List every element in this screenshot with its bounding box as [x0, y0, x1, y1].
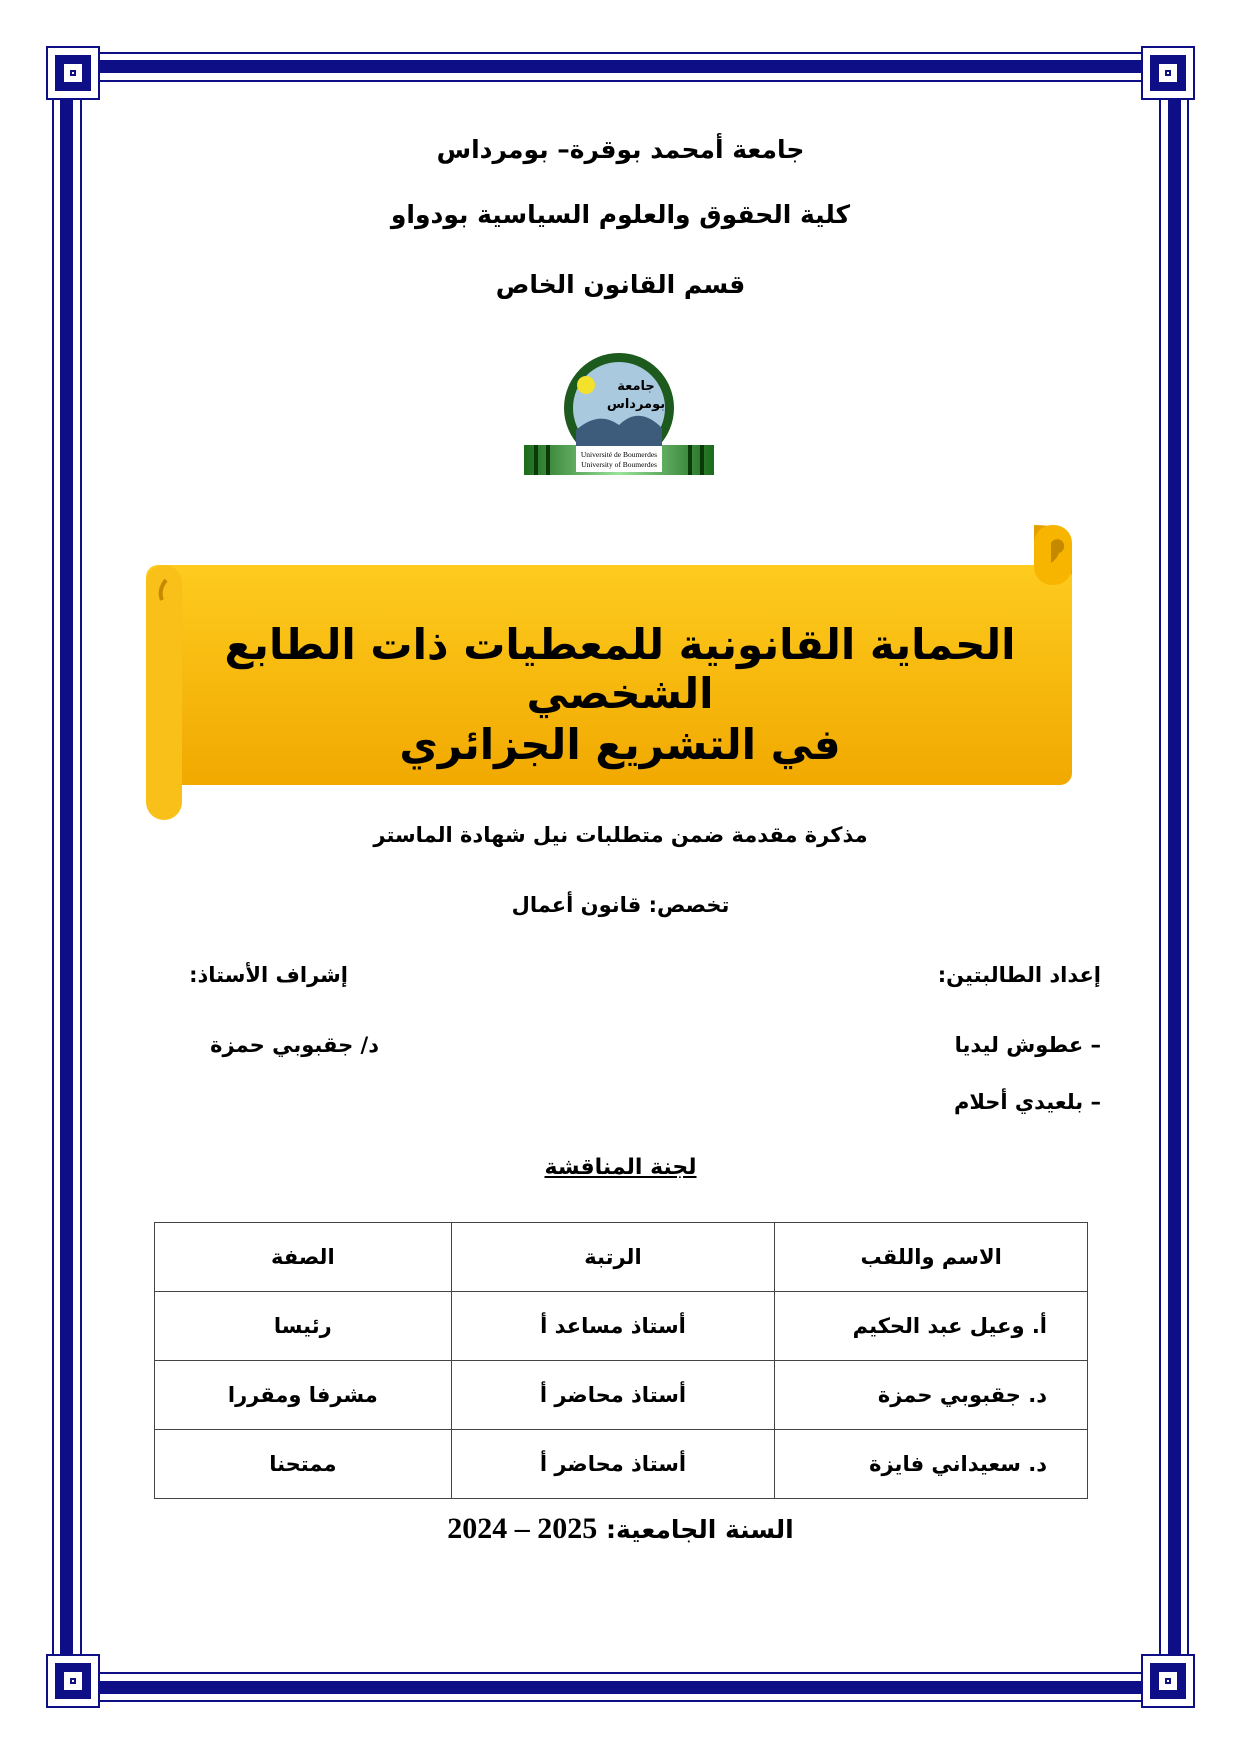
member-rank: أستاذ محاضر أ	[451, 1361, 775, 1430]
column-header: الصفة	[155, 1223, 452, 1292]
university-logo	[524, 350, 714, 485]
member-name: أ. وعيل عبد الحكيم	[775, 1292, 1088, 1361]
member-rank: أستاذ مساعد أ	[451, 1292, 775, 1361]
table-row	[155, 1430, 1088, 1499]
thesis-title-line2: في التشريع الجزائري	[399, 720, 841, 769]
logo-arabic-line1: جامعة	[617, 379, 655, 394]
supervisor-label: إشراف الأستاذ:	[189, 963, 348, 987]
logo-english-name: University of Boumerdes	[581, 460, 657, 469]
university-name: جامعة أمحمد بوقرة– بومرداس	[436, 135, 805, 164]
supervisor-name: د/ جقبوبي حمزة	[210, 1033, 379, 1057]
column-header: الاسم واللقب	[775, 1223, 1088, 1292]
committee-heading	[0, 1155, 1241, 1180]
logo-french-name: Université de Boumerdes	[580, 450, 658, 459]
academic-year	[0, 1512, 1241, 1546]
jury-table	[154, 1222, 1088, 1499]
table-row	[155, 1361, 1088, 1430]
specialty: تخصص: قانون أعمال	[511, 893, 730, 917]
member-role: مشرفا ومقررا	[155, 1361, 452, 1430]
member-name: د. جقبوبي حمزة	[775, 1361, 1088, 1430]
academic-year-value: 2024 – 2025	[447, 1512, 598, 1545]
thesis-title-line1: الحماية القانونية للمعطيات ذات الطابع الشخصي	[224, 620, 1016, 718]
member-rank: أستاذ محاضر أ	[451, 1430, 775, 1499]
member-role: رئيسا	[155, 1292, 452, 1361]
students-label: إعداد الطالبتين:	[937, 963, 1101, 987]
faculty-name: كلية الحقوق والعلوم السياسية بودواو	[390, 200, 851, 229]
student-name: – بلعيدي أحلام	[953, 1090, 1101, 1114]
department-name: قسم القانون الخاص	[495, 270, 746, 299]
table-row	[155, 1292, 1088, 1361]
sun-icon	[577, 376, 595, 394]
memo-subtitle: مذكرة مقدمة ضمن متطلبات نيل شهادة الماستر	[373, 823, 868, 847]
table-header-row	[155, 1223, 1088, 1292]
committee-heading-text: لجنة المناقشة	[544, 1155, 697, 1180]
border-corner-ornament	[1141, 1654, 1195, 1708]
border-corner-ornament	[1141, 46, 1195, 100]
logo-arabic-line2: بومرداس	[606, 397, 666, 412]
academic-year-label: السنة الجامعية:	[605, 1515, 794, 1544]
column-header: الرتبة	[451, 1223, 775, 1292]
student-name: – عطوش ليديا	[954, 1033, 1101, 1057]
border-corner-ornament	[46, 1654, 100, 1708]
border-corner-ornament	[46, 46, 100, 100]
member-name: د. سعيداني فايزة	[775, 1430, 1088, 1499]
member-role: ممتحنا	[155, 1430, 452, 1499]
